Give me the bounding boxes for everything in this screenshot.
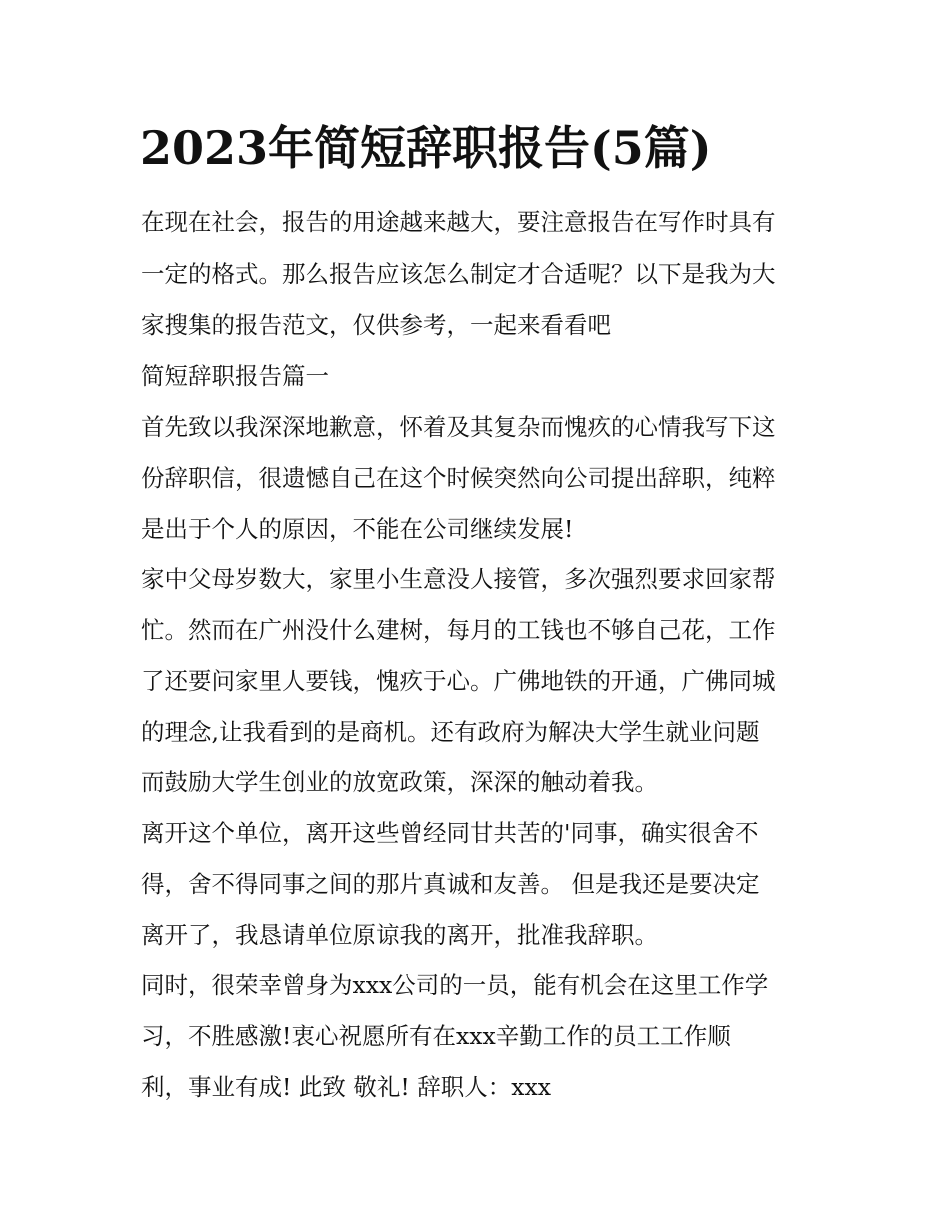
text-line: 而鼓励大学生创业的放宽政策，深深的触动着我。 [141, 768, 658, 796]
text-line: 的理念,让我看到的是商机。还有政府为解决大学生就业问题 [141, 718, 760, 746]
text-line: 同时，很荣幸曾身为xxx公司的一员，能有机会在这里工作学 [141, 971, 769, 999]
text-line: 在现在社会，报告的用途越来越大，要注意报告在写作时具有 [141, 208, 776, 236]
text-line: 是出于个人的原因，不能在公司继续发展! [141, 515, 574, 543]
text-line: 家搜集的报告范文，仅供参考，一起来看看吧 [141, 311, 611, 339]
text-line: 习，不胜感激!衷心祝愿所有在xxx辛勤工作的员工工作顺 [141, 1022, 731, 1050]
text-line: 家中父母岁数大，家里小生意没人接管，多次强烈要求回家帮 [141, 565, 776, 593]
text-line: 首先致以我深深地歉意，怀着及其复杂而愧疚的心情我写下这 [141, 413, 776, 441]
text-line: 份辞职信，很遗憾自己在这个时候突然向公司提出辞职，纯粹 [141, 464, 776, 492]
section-heading: 简短辞职报告篇一 [141, 362, 329, 390]
text-line: 了还要问家里人要钱，愧疚于心。广佛地铁的开通，广佛同城 [141, 667, 776, 695]
document-title: 2023年简短辞职报告(5篇) [140, 121, 712, 175]
text-line: 离开了，我恳请单位原谅我的离开，批准我辞职。 [141, 921, 658, 949]
text-line: 得，舍不得同事之间的那片真诚和友善。 但是我还是要决定 [141, 870, 760, 898]
text-line: 利，事业有成! 此致 敬礼! 辞职人：xxx [141, 1073, 552, 1101]
text-line: 忙。然而在广州没什么建树，每月的工钱也不够自己花，工作 [141, 616, 776, 644]
text-line: 一定的格式。那么报告应该怎么制定才合适呢？以下是我为大 [141, 260, 776, 288]
text-line: 离开这个单位，离开这些曾经同甘共苦的'同事，确实很舍不 [141, 819, 759, 847]
